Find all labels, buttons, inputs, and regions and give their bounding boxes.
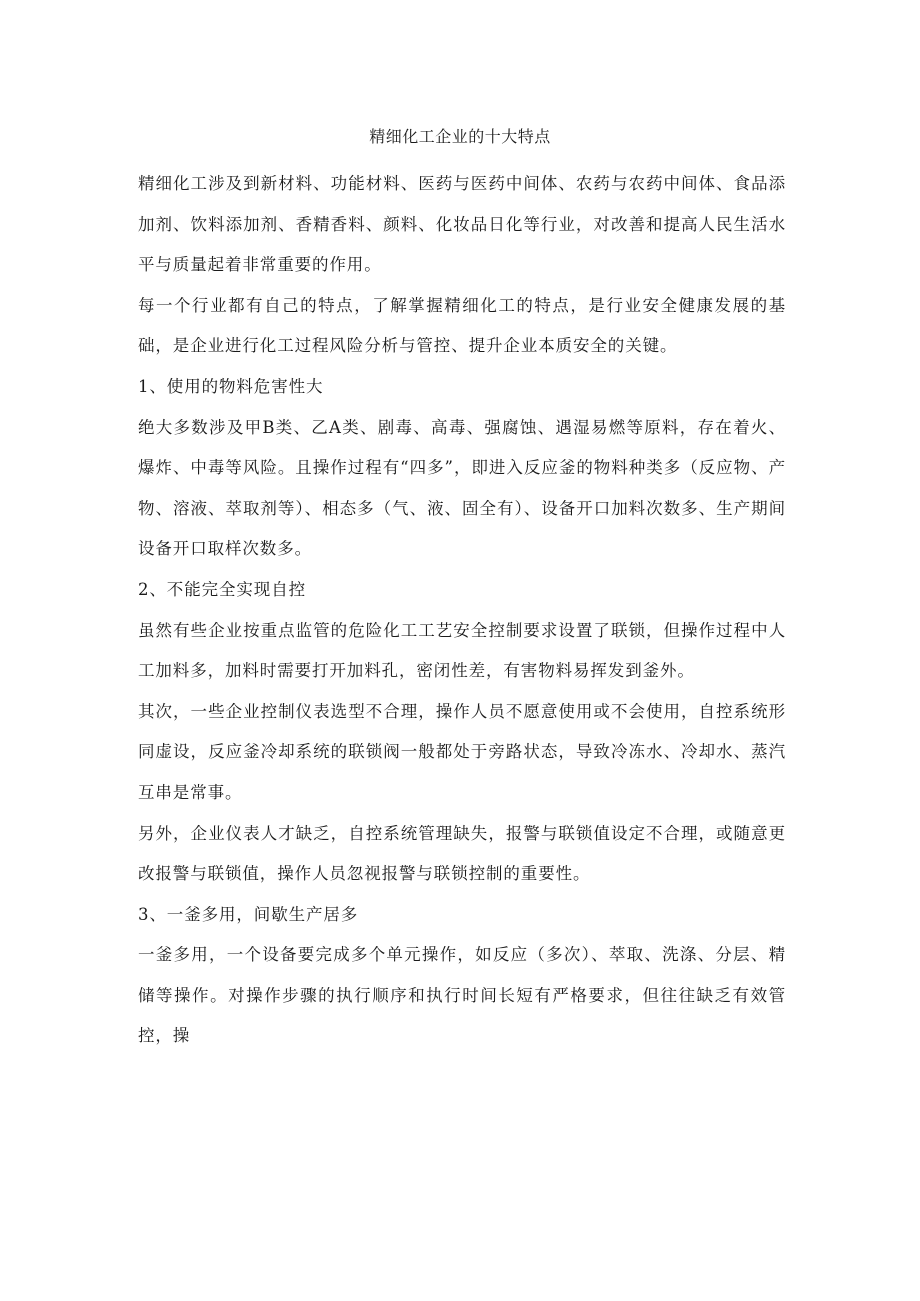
- paragraph-multi-use-kettle: 一釜多用，一个设备要完成多个单元操作，如反应（多次）、萃取、洗涤、分层、精储等操作。对操作步骤的执行顺序和执行时间长短有严格要求，但往往缺乏有效管控，操: [138, 945, 786, 1046]
- paragraph-instrument-talent: 另外，企业仪表人才缺乏，自控系统管理缺失，报警与联锁值设定不合理，或随意更改报警与联锁值，操作人员忽视报警与联锁控制的重要性。: [138, 823, 786, 884]
- paragraph-intro: 精细化工涉及到新材料、功能材料、医药与医药中间体、农药与农药中间体、食品添加剂、饮料添加剂、香精香料、颜料、化妆品日化等行业，对改善和提高人民生活水平与质量起着非常重要的作用。: [138, 174, 786, 275]
- section-heading-3: 3、一釜多用，间歇生产居多: [138, 904, 359, 924]
- section-heading-2: 2、不能完全实现自控: [138, 579, 306, 599]
- paragraph-manual-feeding: 虽然有些企业按重点监管的危险化工工艺安全控制要求设置了联锁，但操作过程中人工加料多，加料时需要打开加料孔，密闭性差，有害物料易挥发到釜外。: [138, 620, 786, 681]
- document-title: 精细化工企业的十大特点: [369, 127, 551, 146]
- paragraph-industry-features: 每一个行业都有自己的特点，了解掌握精细化工的特点，是行业安全健康发展的基础，是企业进行化工过程风险分析与管控、提升企业本质安全的关键。: [138, 295, 786, 356]
- paragraph-hazardous-materials: 绝大多数涉及甲B类、乙A类、剧毒、高毒、强腐蚀、遇湿易燃等原料，存在着火、爆炸、中毒等风险。且操作过程有“四多”，即进入反应釜的物料种类多（反应物、产物、溶液、萃取剂等）、相态多（气、液、固全有）、设备开口加料次数多、生产期间设备开口取样次数多。: [138, 417, 786, 559]
- section-heading-1: 1、使用的物料危害性大: [138, 376, 324, 396]
- paragraph-instrument-selection: 其次，一些企业控制仪表选型不合理，操作人员不愿意使用或不会使用，自控系统形同虚设，反应釜冷却系统的联锁阀一般都处于旁路状态，导致冷冻水、冷却水、蒸汽互串是常事。: [138, 701, 786, 802]
- document-body: [138, 164, 786, 1057]
